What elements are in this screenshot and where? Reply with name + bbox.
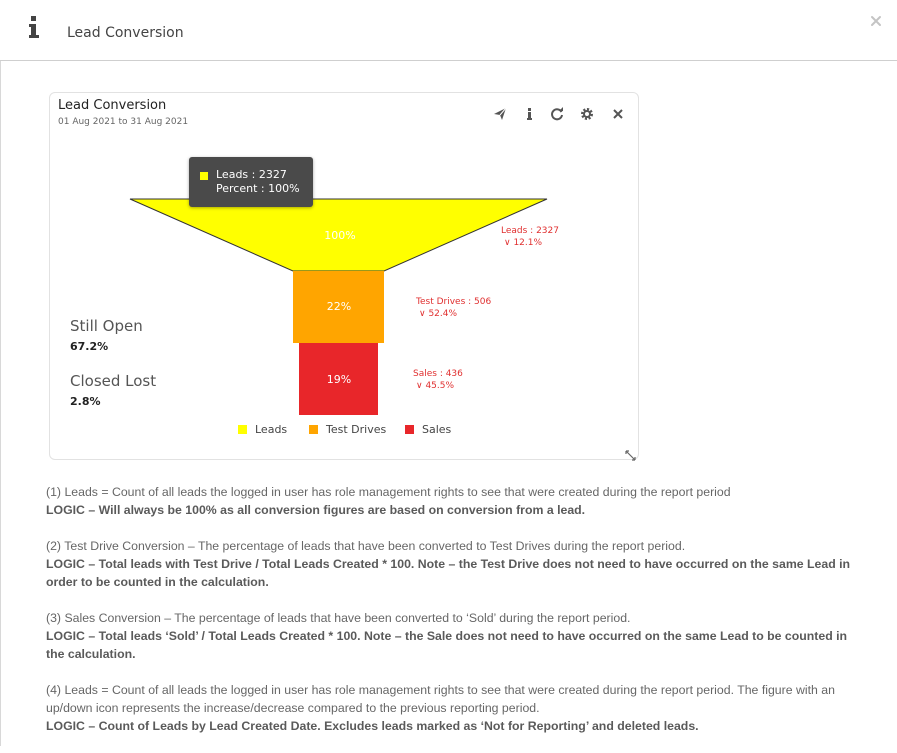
legend-item-sales[interactable] — [405, 423, 451, 436]
tooltip-swatch — [200, 172, 208, 180]
note-logic: LOGIC – Count of Leads by Lead Created Date. Excludes leads marked as ‘Not for Reporting’ and deleted leads. — [46, 719, 699, 733]
funnel-percent-label-leads: 100% — [324, 229, 356, 242]
note-logic: LOGIC – Total leads with Test Drive / Total Leads Created * 100. Note – the Test Drive does not need to have occurred on the same Lead in order to be counted in the calculation. — [46, 557, 851, 589]
legend-label: Test Drives — [326, 423, 387, 436]
chart-tooltip — [189, 157, 313, 207]
kpi-still-open-label: Still Open — [70, 317, 143, 335]
funnel-change-label-leads: ∨ 12.1% — [504, 238, 543, 248]
note-2 — [46, 537, 866, 591]
note-logic: LOGIC – Will always be 100% as all conversion figures are based on conversion from a lead. — [46, 503, 586, 517]
widget-date-range: 01 Aug 2021 to 31 Aug 2021 — [58, 117, 189, 127]
funnel-side-label-test-drives: Test Drives : 506 — [416, 297, 492, 307]
kpi-closed-lost-value: 2.8% — [70, 395, 101, 408]
legend-item-test-drives[interactable] — [309, 423, 386, 436]
close-icon[interactable] — [869, 14, 883, 28]
legend-swatch — [309, 425, 318, 434]
modal-header — [0, 0, 897, 61]
funnel-change-label-sales: ∨ 45.5% — [416, 381, 455, 391]
divider — [0, 61, 1, 746]
funnel-percent-label-sales: 19% — [326, 373, 352, 386]
note-text: (4) Leads = Count of all leads the logged in user has role management rights to see that were created during the report period. The figure with an up/down icon represents the increase/decrease compared to the previous reporting period. — [46, 683, 835, 715]
funnel-percent-label-test-drives: 22% — [326, 300, 352, 313]
info-icon — [28, 14, 40, 40]
note-4 — [46, 681, 866, 735]
note-3 — [46, 609, 866, 663]
lead-conversion-widget — [49, 92, 639, 460]
legend-swatch — [238, 425, 247, 434]
note-logic: LOGIC – Total leads ‘Sold’ / Total Leads Created * 100. Note – the Sale does not need to have occurred on the same Lead to be counted in the calculation. — [46, 629, 848, 661]
notes-section — [46, 483, 866, 753]
note-1 — [46, 483, 866, 519]
modal-title: Lead Conversion — [67, 25, 184, 41]
kpi-still-open-value: 67.2% — [70, 340, 109, 353]
tooltip-line-1: Leads : 2327 — [216, 168, 287, 181]
note-text: (3) Sales Conversion – The percentage of leads that have been converted to ‘Sold’ during the report period. — [46, 611, 631, 625]
widget-title: Lead Conversion — [58, 98, 167, 113]
resize-icon[interactable] — [625, 448, 636, 459]
kpi-closed-lost-label: Closed Lost — [70, 372, 157, 390]
legend-item-leads[interactable] — [238, 423, 287, 436]
note-text: (2) Test Drive Conversion – The percentage of leads that have been converted to Test Drives during the report period. — [46, 539, 686, 553]
funnel-side-label-leads: Leads : 2327 — [501, 226, 559, 236]
legend-swatch — [405, 425, 414, 434]
note-text: (1) Leads = Count of all leads the logged in user has role management rights to see that were created during the report period — [46, 485, 731, 499]
legend-label: Sales — [422, 423, 452, 436]
legend-label: Leads — [255, 423, 288, 436]
tooltip-line-2: Percent : 100% — [216, 182, 300, 195]
funnel-side-label-sales: Sales : 436 — [413, 369, 463, 379]
funnel-change-label-test-drives: ∨ 52.4% — [419, 309, 458, 319]
